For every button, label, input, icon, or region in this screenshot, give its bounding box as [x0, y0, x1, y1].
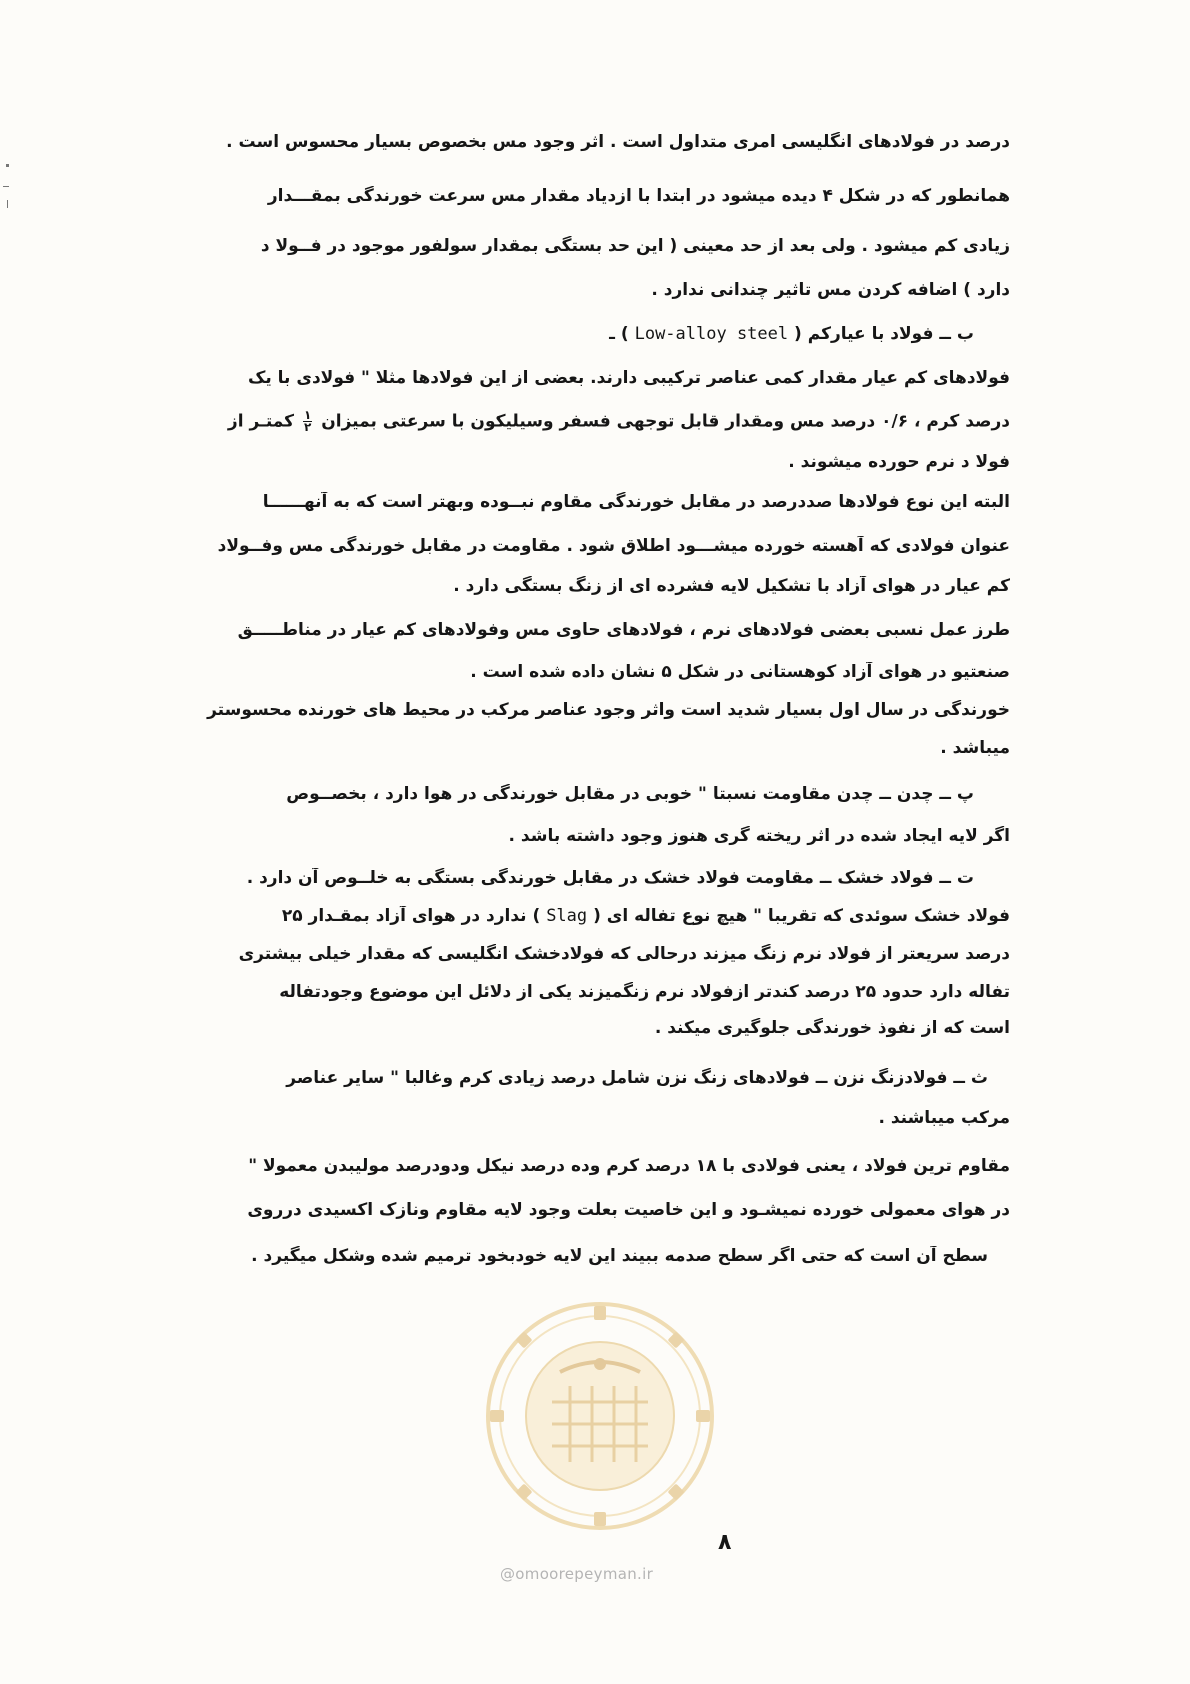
fraction [303, 410, 312, 433]
text-line: اگر لایه ایجاد شده در اثر ریخته گری هنوز وجود داشته باشد . [508, 826, 1010, 846]
section-heading-b [200, 324, 1010, 368]
margin-mark [6, 164, 9, 167]
heading-b-prefix: ب ــ فولاد با عیارکم ( [794, 324, 974, 344]
body-text [200, 132, 1010, 1286]
text-line-with-fraction [200, 410, 1010, 452]
text-line: در هوای معمولی خورده نمیشـود و این خاصیت بعلت وجود لایه مقاوم ونازک اکسیدی درروی [247, 1200, 1010, 1220]
fraction-numerator: ۱ [303, 410, 312, 422]
text-line: زیادی کم میشود . ولی بعد از حد معینی ( این حد بستگی بمقدار سولفور موجود در فــولا د [260, 236, 1010, 256]
margin-mark [7, 200, 8, 208]
text-line: سطح آن است که حتی اگر سطح صدمه ببیند این لایه خودبخود ترمیم شده وشکل میگیرد . [251, 1246, 988, 1266]
text-line: همانطور که در شکل ۴ دیده میشود در ابتدا با ازدیاد مقدار مس سرعت خورندگی بمقـــدار [267, 186, 1010, 206]
text-line: مقاوم ترین فولاد ، یعنی فولادی با ۱۸ درصد کرم وده درصد نیکل ودودرصد مولیبدن معمولا " [248, 1156, 1010, 1176]
heading-b-suffix: ) ـ [609, 324, 629, 344]
slag-line-after: ) ندارد در هوای آزاد بمقـدار ۲۵ [281, 906, 541, 926]
text-line: درصد سریعتر از فولاد نرم زنگ میزند درحالی که فولادخشک انگلیسی که مقدار خیلی بیشتری [238, 944, 1010, 964]
text-line: عنوان فولادی که آهسته خورده میشـــود اطلاق شود . مقاومت در مقابل خورندگی مس وفــولاد [217, 536, 1010, 556]
text-line: کم عیار در هوای آزاد با تشکیل لایه فشرده ای از زنگ بستگی دارد . [453, 576, 1010, 596]
heading-b-latin-term: Low-alloy steel [634, 324, 789, 344]
section-heading-t: ت ــ فولاد خشک ــ مقاومت فولاد خشک در مقابل خورندگی بستگی به خلــوص آن دارد . [246, 868, 974, 888]
text-line-with-latin [200, 906, 1010, 944]
text-line: صنعتیو در هوای آزاد کوهستانی در شکل ۵ نشان داده شده است . [470, 662, 1010, 682]
text-line: دارد ) اضافه کردن مس تاثیر چندانی ندارد . [651, 280, 1010, 300]
margin-mark [3, 186, 9, 187]
chrome-line-before: درصد کرم ، ۰/۶ درصد مس ومقدار قابل توجهی فسفر وسیلیکون با سرعتی بمیزان [321, 411, 1010, 432]
watermark-logo [482, 1298, 718, 1534]
slag-line-before: فولاد خشک سوئدی که تقریبا " هیچ نوع تفاله ای ( [593, 906, 1010, 926]
text-line: میباشد . [940, 738, 1010, 758]
text-line: مرکب میباشند . [878, 1108, 1010, 1128]
text-line: طرز عمل نسبی بعضی فولادهای نرم ، فولادهای حاوی مس وفولادهای کم عیار در مناطـــــق [237, 620, 1010, 640]
text-line: البته این نوع فولادها صددرصد در مقابل خورندگی مقاوم نبــوده وبهتر است که به آنهــــــا [262, 492, 1010, 512]
text-line: فولا د نرم حورده میشوند . [788, 452, 1010, 472]
fraction-denominator: ۲ [303, 420, 312, 434]
slag-latin-term: Slag [546, 906, 588, 926]
section-heading-s: ث ــ فولادزنگ نزن ــ فولادهای زنگ نزن شامل درصد زیادی کرم وغالبا " سایر عناصر [286, 1068, 988, 1088]
text-line: است که از نفوذ خورندگی جلوگیری میکند . [654, 1018, 1010, 1038]
section-heading-p: پ ــ چدن ــ چدن مقاومت نسبتا " خوبی در مقابل خورندگی در هوا دارد ، بخصــوص [286, 784, 974, 804]
chrome-line-after: کمتـر از [227, 411, 295, 432]
text-line: خورندگی در سال اول بسیار شدید است واثر وجود عناصر مرکب در محیط های خورنده محسوستر [207, 700, 1010, 720]
text-line: تفاله دارد حدود ۲۵ درصد کندتر ازفولاد نرم زنگمیزند یکی از دلائل این موضوع وجودتفاله [279, 982, 1010, 1002]
text-line: فولادهای کم عیار مقدار کمی عناصر ترکیبی دارند. بعضی از این فولادها مثلا " فولادی با یک [247, 368, 1010, 388]
text-line: درصد در فولادهای انگلیسی امری متداول است . اثر وجود مس بخصوص بسیار محسوس است . [226, 132, 1010, 152]
watermark-text: @omoorepeyman.ir [500, 1565, 654, 1583]
page-number: ۸ [718, 1530, 732, 1555]
